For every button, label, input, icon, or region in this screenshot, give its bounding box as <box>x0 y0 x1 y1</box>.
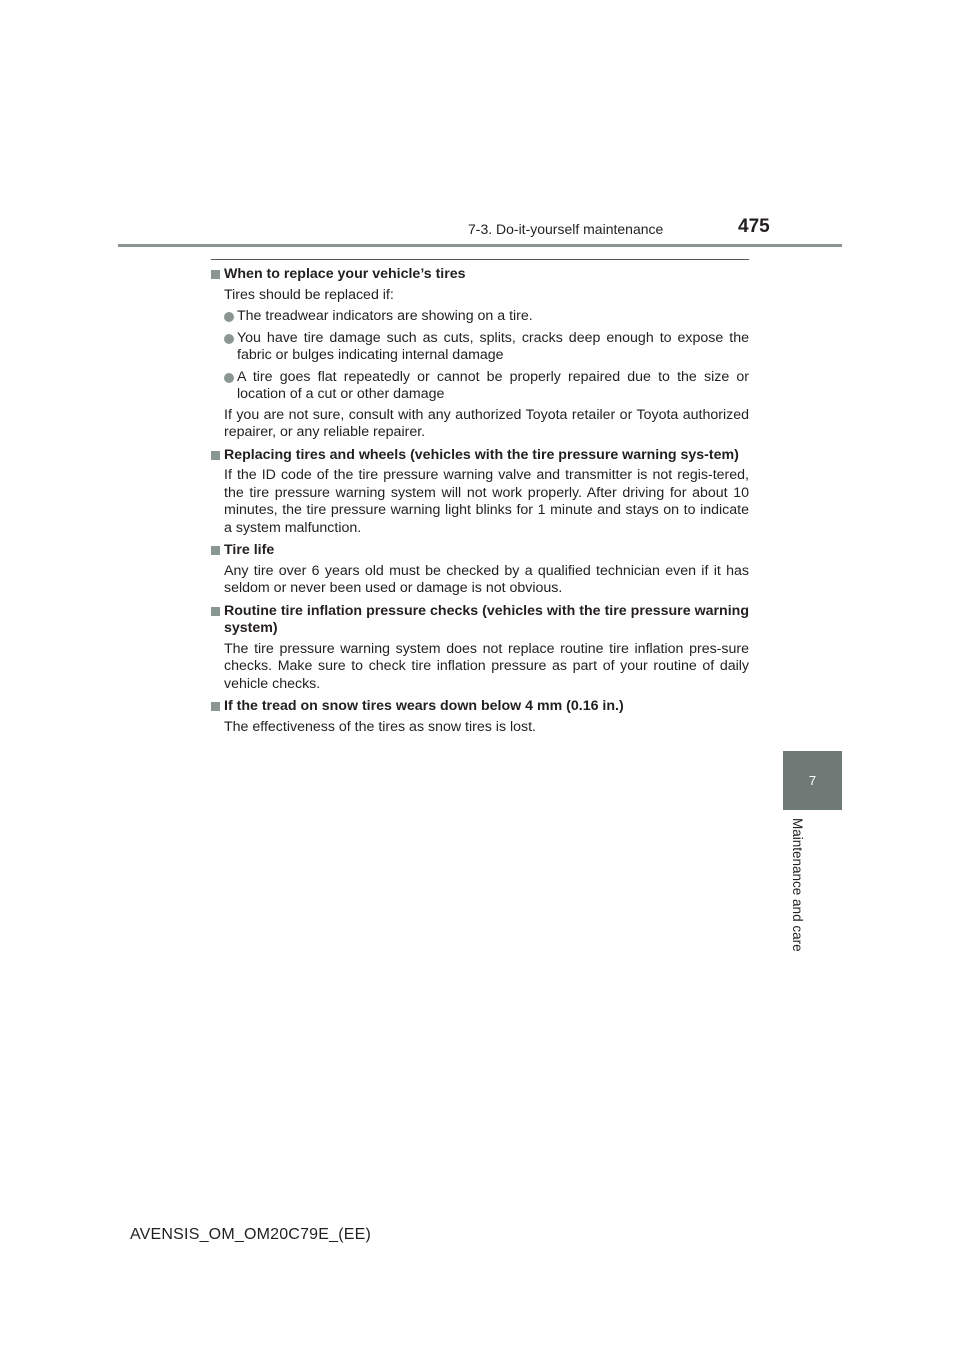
square-bullet-icon <box>211 270 220 279</box>
circle-bullet-icon <box>224 312 234 322</box>
section-outro: If you are not sure, consult with any authorized Toyota retailer or Toyota authorized repairer, or any reliable repairer. <box>224 406 749 440</box>
square-bullet-icon <box>211 607 220 616</box>
section-body: Any tire over 6 years old must be checked by a qualified technician even if it has seldom or never been used or damage is not obvious. <box>224 562 749 596</box>
list-item: You have tire damage such as cuts, splits, cracks deep enough to expose the fabric or bulges indicating internal damage <box>211 330 749 365</box>
circle-bullet-icon <box>224 334 234 344</box>
chapter-tab: 7 <box>783 751 842 810</box>
document-id: AVENSIS_OM_OM20C79E_(EE) <box>130 1226 372 1243</box>
chapter-title: Maintenance and care <box>790 818 805 952</box>
section-heading-snow-tires: If the tread on snow tires wears down below 4 mm (0.16 in.) <box>211 698 749 716</box>
page-content <box>211 266 749 736</box>
square-bullet-icon <box>211 546 220 555</box>
header-section-title: 7-3. Do-it-yourself maintenance <box>468 221 664 237</box>
list-item: A tire goes flat repeatedly or cannot be properly repaired due to the size or location of a cut or other damage <box>211 369 749 404</box>
section-heading-replacing-wheels: Replacing tires and wheels (vehicles with the tire pressure warning sys-tem) <box>211 447 749 465</box>
section-heading-tire-life: Tire life <box>211 542 749 560</box>
square-bullet-icon <box>211 702 220 711</box>
section-body: The effectiveness of the tires as snow tires is lost. <box>224 718 537 735</box>
content-divider <box>211 259 749 260</box>
section-heading-replace-tires: When to replace your vehicle’s tires <box>211 266 749 284</box>
square-bullet-icon <box>211 451 220 460</box>
list-item: The treadwear indicators are showing on a tire. <box>211 308 749 326</box>
page-number: 475 <box>738 216 770 237</box>
section-body: If the ID code of the tire pressure warning valve and transmitter is not regis-tered, the tire pressure warning system will not work properly. After driving for about 10 minutes, the tire pressure warning light blinks for 1 minute and stays on to indicate a system malfunction. <box>224 467 749 536</box>
header-divider <box>118 244 842 247</box>
section-heading-pressure-checks: Routine tire inflation pressure checks (vehicles with the tire pressure warning system) <box>211 603 749 638</box>
circle-bullet-icon <box>224 373 234 383</box>
section-body: The tire pressure warning system does not replace routine tire inflation pres-sure checks. Make sure to check tire inflation pressure as part of your routine of daily vehicle checks. <box>224 640 749 692</box>
section-intro: Tires should be replaced if: <box>224 286 394 303</box>
